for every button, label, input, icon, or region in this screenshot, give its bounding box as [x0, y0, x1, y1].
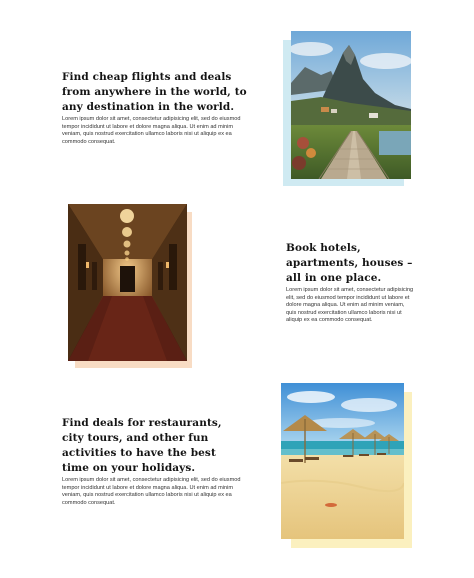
feature-activities-heading: Find deals for restaurants, city tours, and other fun activities to have the best time on your holidays.	[62, 417, 222, 474]
feature-hotels-body: Lorem ipsum dolor sit amet, consectetur adipisicing elit, sed do eiusmod tempor incididunt ut labore et dolore magna aliqua. Ut enim ad minim veniam, quis nostrud exercitation ullamco laboris nisi ut aliquip ex ea commodo consequat.	[286, 287, 414, 324]
beach-umbrellas-photo	[281, 383, 404, 539]
feature-flights-heading: Find cheap flights and deals from anywhere in the world, to any destination in the world.	[62, 71, 247, 113]
feature-hotels-text	[286, 241, 416, 325]
feature-activities-body: Lorem ipsum dolor sit amet, consectetur adipisicing elit, sed do eiusmod tempor incididunt ut labore et dolore magna aliqua. Ut enim ad minim veniam, quis nostrud exercitation ullamco laboris nisi ut aliquip ex ea commodo consequat.	[62, 477, 241, 506]
feature-flights-body: Lorem ipsum dolor sit amet, consectetur adipisicing elit, sed do eiusmod tempor incididunt ut labore et dolore magna aliqua. Ut enim ad minim veniam, quis nostrud exercitation ullamco laboris nisi ut aliquip ex ea commodo consequat.	[62, 116, 241, 145]
feature-activities-text	[62, 416, 242, 507]
feature-hotels-heading: Book hotels, apartments, houses – all in one place.	[286, 242, 413, 284]
feature-flights-text	[62, 70, 252, 146]
mountain-boardwalk-photo	[291, 31, 411, 179]
hotel-corridor-photo	[68, 204, 187, 361]
